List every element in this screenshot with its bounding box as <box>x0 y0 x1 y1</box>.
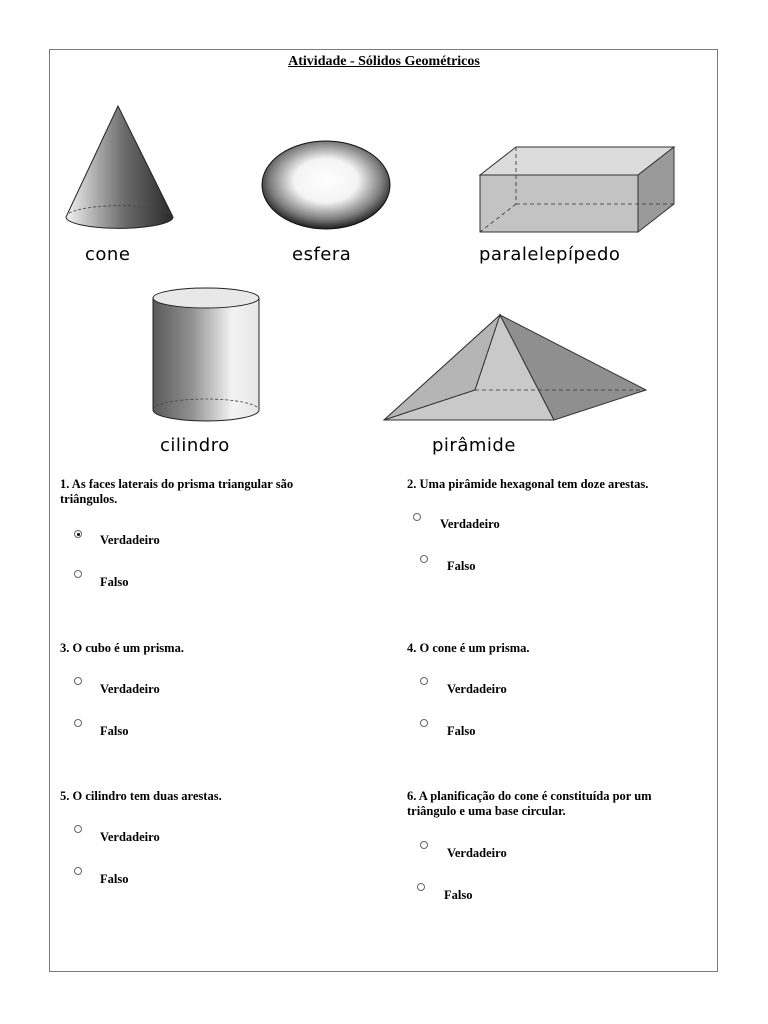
q2-falso-label: Falso <box>447 559 476 573</box>
q1-verdadeiro-label: Verdadeiro <box>100 533 160 547</box>
q3-verdadeiro-label: Verdadeiro <box>100 682 160 696</box>
q4-falso-label: Falso <box>447 724 476 738</box>
q4-falso-radio[interactable] <box>420 719 428 727</box>
cylinder-label: cilindro <box>160 435 230 456</box>
question-4-text: 4. O cone é um prisma. <box>407 641 530 655</box>
question-1-text: 1. As faces laterais do prisma triangular são triângulos. <box>60 477 294 506</box>
pyramid-label: pirâmide <box>432 435 516 456</box>
q1-verdadeiro-radio[interactable] <box>74 530 82 538</box>
page-title: Atividade - Sólidos Geométricos <box>288 54 480 69</box>
q2-verdadeiro-label: Verdadeiro <box>440 517 500 531</box>
q4-verdadeiro-radio[interactable] <box>420 677 428 685</box>
q6-falso-radio[interactable] <box>417 883 425 891</box>
q3-falso-label: Falso <box>100 724 129 738</box>
pyramid-figure <box>380 310 650 424</box>
sphere-figure <box>258 137 394 233</box>
q3-falso-radio[interactable] <box>74 719 82 727</box>
q2-verdadeiro-radio[interactable] <box>413 513 421 521</box>
q6-verdadeiro-radio[interactable] <box>420 841 428 849</box>
cylinder-figure <box>148 284 264 426</box>
q4-verdadeiro-label: Verdadeiro <box>447 682 507 696</box>
parallelepiped-figure <box>476 142 678 238</box>
q5-falso-label: Falso <box>100 872 129 886</box>
q6-falso-label: Falso <box>444 888 473 902</box>
question-5-text: 5. O cilindro tem duas arestas. <box>60 789 222 803</box>
parallelepiped-label: paralelepípedo <box>479 244 621 265</box>
q2-falso-radio[interactable] <box>420 555 428 563</box>
q1-falso-radio[interactable] <box>74 570 82 578</box>
q5-falso-radio[interactable] <box>74 867 82 875</box>
q3-verdadeiro-radio[interactable] <box>74 677 82 685</box>
question-6-text: 6. A planificação do cone é constituída por um triângulo e uma base circular. <box>407 789 652 818</box>
q6-verdadeiro-label: Verdadeiro <box>447 846 507 860</box>
q5-verdadeiro-radio[interactable] <box>74 825 82 833</box>
question-2-text: 2. Uma pirâmide hexagonal tem doze arestas. <box>407 477 649 491</box>
question-3-text: 3. O cubo é um prisma. <box>60 641 184 655</box>
q5-verdadeiro-label: Verdadeiro <box>100 830 160 844</box>
cone-figure <box>60 100 180 235</box>
cone-label: cone <box>85 244 131 265</box>
q1-falso-label: Falso <box>100 575 129 589</box>
sphere-label: esfera <box>292 244 352 265</box>
